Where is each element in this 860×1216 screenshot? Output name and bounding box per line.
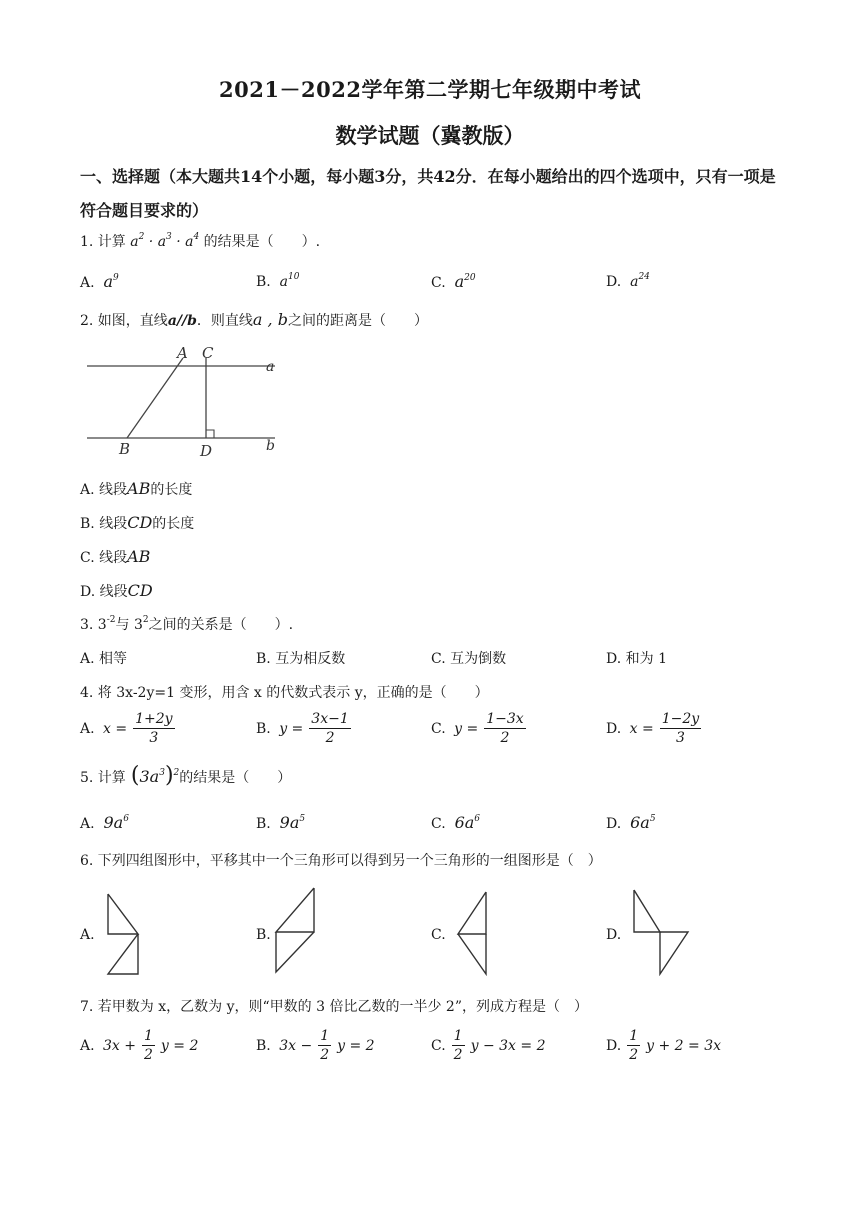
question-1-prefix: 1. 计算: [80, 234, 126, 250]
question-6-option-c[interactable]: C.: [431, 927, 446, 943]
label-d-point: D: [200, 442, 213, 460]
question-1-option-b[interactable]: B. $a^{10}$: [256, 272, 300, 290]
question-2-option-d[interactable]: D. 线段CD: [80, 581, 153, 600]
label-line-b: b: [266, 438, 275, 454]
question-1-option-a[interactable]: A. $a^9$: [80, 272, 119, 291]
question-2-suffix: 之间的距离是（ ）: [287, 313, 428, 329]
question-2-option-c[interactable]: C. 线段AB: [80, 547, 151, 566]
question-2: [80, 310, 428, 331]
question-7-option-a[interactable]: A. 3x + $\frac{1}{2}$ y = 2: [80, 1028, 199, 1063]
question-1: [80, 232, 320, 252]
question-7-option-b[interactable]: B. 3x − $\frac{1}{2}$ y = 2: [256, 1028, 375, 1063]
question-5: 5. 计算 $(3a^3)^2$的结果是（ ）: [80, 763, 292, 788]
question-2-prefix: 2. 如图，直线: [80, 313, 168, 329]
question-5-option-c[interactable]: C. $6a^6$: [431, 813, 481, 832]
question-1-option-c[interactable]: C. $a^{20}$: [431, 272, 476, 291]
question-7-option-c[interactable]: C. $\frac{1}{2}$ y − 3x = 2: [431, 1028, 546, 1063]
label-c-point: C: [202, 344, 214, 362]
question-2-parallel: a//b: [167, 313, 197, 329]
question-5-option-d[interactable]: D. $6a^5$: [606, 813, 656, 832]
right-angle-mark: [206, 430, 214, 438]
question-6-figure-d: [626, 888, 696, 976]
question-2-option-a[interactable]: A. 线段AB的长度: [80, 479, 193, 498]
question-5-option-a[interactable]: A. $9a^6$: [80, 813, 129, 832]
question-6-figure-c: [454, 890, 494, 976]
question-1-suffix: 的结果是（ ）.: [203, 234, 321, 250]
section-heading: 一、选择题（本大题共14个小题，每小题3分，共42分．在每小题给出的四个选项中，只有一项是符合题目要求的）: [80, 167, 776, 220]
question-6-option-d[interactable]: D.: [606, 927, 622, 943]
question-7-option-d[interactable]: D. $\frac{1}{2}$ y + 2 = 3x: [606, 1028, 721, 1063]
question-6: 6. 下列四组图形中，平移其中一个三角形可以得到另一个三角形的一组图形是（ ）: [80, 853, 602, 869]
question-5-option-b[interactable]: B. $9a^5$: [256, 813, 306, 832]
question-6-option-a[interactable]: A.: [80, 927, 95, 943]
question-2-middle: ．则直线: [196, 313, 253, 329]
question-5-expression: $(3a^3)^2$: [130, 763, 180, 788]
question-6-figure-a: [104, 892, 144, 976]
question-1-expression: $a^2 \cdot a^3 \cdot a^4$: [125, 232, 200, 250]
question-4-option-d[interactable]: D. x = $\frac{1-2y}{3}$: [606, 711, 700, 746]
question-2-lines: a , b: [252, 310, 288, 329]
label-a-point: A: [177, 344, 188, 362]
label-line-a: a: [266, 359, 275, 375]
question-2-option-b[interactable]: B. 线段CD的长度: [80, 513, 195, 532]
question-3: 3. $3^{-2}$与 $3^2$之间的关系是（ ）.: [80, 615, 294, 633]
question-4: 4. 将 3x-2y=1 变形，用含 x 的代数式表示 y，正确的是（ ）: [80, 685, 489, 701]
question-1-option-d[interactable]: D. $a^{24}$: [606, 272, 650, 290]
question-7: 7. 若甲数为 x，乙数为 y，则“甲数的 3 倍比乙数的一半少 2”，列成方程是（ ）: [80, 999, 588, 1015]
label-b-point: B: [119, 440, 131, 458]
question-6-option-b[interactable]: B.: [256, 927, 271, 943]
question-4-option-a[interactable]: A. x = $\frac{1+2y}{3}$: [80, 711, 173, 746]
question-4-option-c[interactable]: C. y = $\frac{1-3x}{2}$: [431, 711, 524, 746]
question-2-figure: [85, 338, 285, 460]
segment-ab: [127, 358, 183, 438]
question-3-option-a[interactable]: A. 相等: [80, 651, 128, 667]
exam-title: 2021－2022学年第二学期七年级期中考试: [219, 77, 641, 102]
question-4-option-b[interactable]: B. y = $\frac{3x-1}{2}$: [256, 711, 349, 746]
question-6-figure-b: [272, 886, 318, 976]
question-3-option-b[interactable]: B. 互为相反数: [256, 651, 346, 667]
question-3-option-c[interactable]: C. 互为倒数: [431, 651, 507, 667]
question-3-option-d[interactable]: D. 和为 1: [606, 651, 667, 667]
exam-subtitle: 数学试题（冀教版）: [335, 123, 525, 148]
